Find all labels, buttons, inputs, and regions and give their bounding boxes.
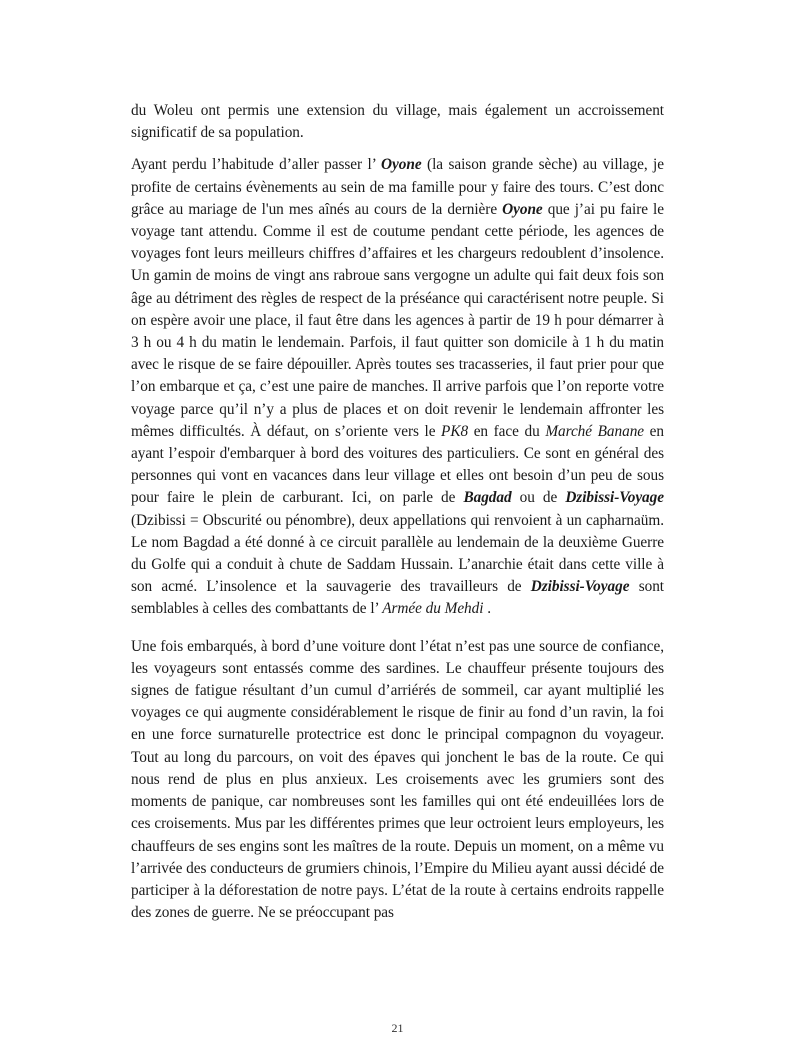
paragraph-1: du Woleu ont permis une extension du village, mais également un accroissement significatif de sa population. xyxy=(131,102,664,142)
term-bagdad: Bagdad xyxy=(463,489,512,507)
paragraph-2 xyxy=(131,154,664,620)
text-run: (la saison grande sèche) au village, je profite de certains évènements au sein de ma famille pour y faire des tours. C’est donc grâce au mariage de l'un mes aînés au cours de la dernière xyxy=(131,156,664,218)
term-dzibissi-voyage: Dzibissi-Voyage xyxy=(530,578,630,596)
text-run: en face du xyxy=(468,422,546,440)
term-marche-banane: Marché Banane xyxy=(545,422,645,440)
text-run: sont semblables à celles des combattants de l’ xyxy=(131,578,664,618)
text-run: (Dzibissi = Obscurité ou pénombre), deux appellations qui renvoient à un capharnaüm. Le nom Bagdad a été donné à ce circuit parallèle au lendemain de la deuxième Guerre du Golfe qui a conduit à chute de Saddam Hussain. L’anarchie était dans cette ville à son acmé. L’insolence et la sauvagerie des travailleurs de xyxy=(131,511,664,596)
paragraph-3: Une fois embarqués, à bord d’une voiture dont l’état n’est pas une source de confiance, les voyageurs sont entassés comme des sardines. Le chauffeur présente toujours des signes de fatigue résultant d’un cumul d’arriérés de sommeil, car ayant multiplié les voyages ce qui augmente considérablement le risque de finir au fond d’un ravin, la foi en une force surnaturelle protectrice est donc le principal compagnon du voyageur. Tout au long du parcours, on voit des épaves qui jonchent le bas de la route. Ce qui nous rend de plus en plus anxieux. Les croisements avec les grumiers sont des moments de panique, car nombreuses sont les familles qui ont été endeuillées lors de ces croisements. Mus par les différentes primes que leur octroient leurs employeurs, les chauffeurs de ses engins sont les maîtres de la route. Depuis un moment, on a même vu l’arrivée des conducteurs de grumiers chinois, l’Empire du Milieu ayant aussi décidé de participer à la déforestation de notre pays. L’état de la route à certains endroits rappelle des zones de guerre. Ne se préoccupant pas xyxy=(131,637,664,922)
page-body xyxy=(131,100,664,924)
term-armee-du-mehdi: Armée du Mehdi xyxy=(382,600,484,618)
text-run: . xyxy=(483,600,492,618)
text-run: que j’ai pu faire le voyage tant attendu. Comme il est de coutume pendant cette période, les agences de voyages font leurs meilleurs chiffres d’affaires et les chargeurs redoublent d’insolence. Un gamin de moins de vingt ans rabroue sans vergogne un adulte qui fait deux fois son âge au détriment des règles de respect de la préséance qui caractérisent notre peuple. Si on espère avoir une place, il faut être dans les agences à partir de 19 h pour démarrer à 3 h ou 4 h du matin le lendemain. Parfois, il faut quitter son domicile à 1 h du matin avec le risque de se faire dépouiller. Après toutes ses tracasseries, il faut prier pour que l’on embarque et ça, c’est une paire de manches. Il arrive parfois que l’on reporte votre voyage parce qu’il n’y a plus de places et on doit revenir le lendemain affronter les mêmes difficultés. À défaut, on s’oriente vers le xyxy=(131,200,664,440)
text-run: en ayant l’espoir d'embarquer à bord des voitures des particuliers. Ce sont en général des personnes qui vont en vacances dans leur village et elles ont besoin d’un peu de sous pour faire le plein de carburant. Ici, on parle de xyxy=(131,422,664,507)
text-run: Ayant perdu l’habitude d’aller passer l’ xyxy=(131,156,382,174)
term-oyone: Oyone xyxy=(381,156,422,174)
page-number: 21 xyxy=(391,1021,404,1035)
term-oyone: Oyone xyxy=(502,200,543,218)
term-pk8: PK8 xyxy=(441,422,469,440)
text-run: ou de xyxy=(511,489,566,507)
term-dzibissi-voyage: Dzibissi-Voyage xyxy=(565,489,664,507)
